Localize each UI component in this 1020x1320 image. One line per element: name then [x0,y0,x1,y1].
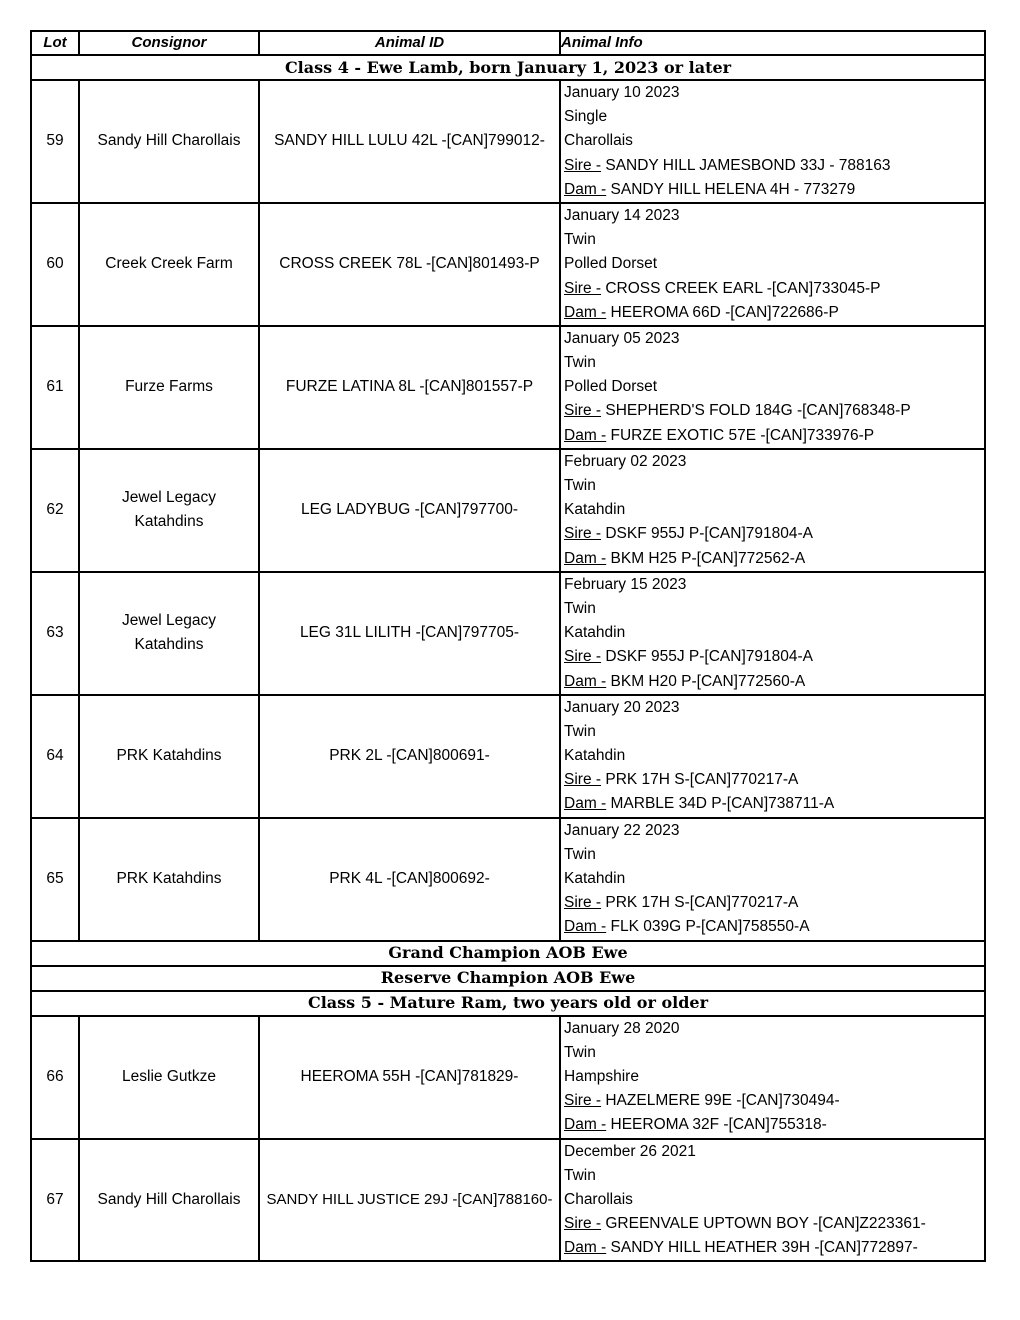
animal-info [560,1016,985,1139]
animal-id: SANDY HILL JUSTICE 29J -[CAN]788160- [259,1139,560,1262]
dam-label: Dam - [564,426,607,444]
dam-label: Dam - [564,672,607,690]
breed: Polled Dorset [564,255,658,273]
birth-date: January 10 2023 [564,84,680,101]
header-lot: Lot [31,31,79,55]
consignor: PRK Katahdins [79,818,259,941]
birth-date: January 28 2020 [564,1019,680,1037]
animal-info [560,572,985,695]
dam-label: Dam - [564,795,607,813]
animal-id: CROSS CREEK 78L -[CAN]801493-P [259,203,560,326]
sire-name: PRK 17H S-[CAN]770217-A [605,771,799,789]
sire-line [564,645,984,669]
table-row [31,695,985,818]
birth-type: Twin [564,722,596,740]
lot-number: 64 [31,695,79,818]
animal-id: SANDY HILL LULU 42L -[CAN]799012- [259,80,560,203]
sire-label: Sire - [564,525,602,543]
champion-row [31,966,985,991]
dam-name: MARBLE 34D P-[CAN]738711-A [610,795,835,813]
class-4-heading: Class 4 - Ewe Lamb, born January 1, 2023 or later [31,55,985,80]
table-row [31,326,985,449]
sire-line [564,1089,984,1113]
breed: Charollais [564,132,633,150]
dam-label: Dam - [564,1239,607,1257]
consignor: Creek Creek Farm [79,203,259,326]
table-row [31,572,985,695]
consignor: Sandy Hill Charollais [79,1139,259,1262]
class-heading-row [31,991,985,1016]
birth-date: February 02 2023 [564,452,687,470]
reserve-champion-heading: Reserve Champion AOB Ewe [31,966,985,991]
sire-label: Sire - [564,279,602,297]
sire-label: Sire - [564,156,602,174]
animal-info [560,818,985,941]
birth-date: January 05 2023 [564,329,680,347]
consignor-line-2: Katahdins [134,513,204,531]
birth-date: December 26 2021 [564,1142,696,1160]
table-row [31,80,985,203]
consignor-line-2: Katahdins [134,636,204,654]
dam-line [564,1236,984,1260]
grand-champion-heading: Grand Champion AOB Ewe [31,941,985,966]
class-heading-row [31,55,985,80]
lot-number: 60 [31,203,79,326]
dam-line [564,670,984,694]
dam-line [564,178,984,202]
header-animal-id: Animal ID [259,31,560,55]
breed: Charollais [564,1190,633,1208]
dam-name: FURZE EXOTIC 57E -[CAN]733976-P [610,426,875,444]
animal-info [560,1139,985,1262]
sire-name: CROSS CREEK EARL -[CAN]733045-P [605,279,881,297]
animal-id: PRK 4L -[CAN]800692- [259,818,560,941]
consignor: Sandy Hill Charollais [79,80,259,203]
breed: Katahdin [564,501,626,519]
sire-name: SHEPHERD'S FOLD 184G -[CAN]768348-P [605,402,911,420]
sire-line [564,154,984,178]
sire-name: SANDY HILL JAMESBOND 33J - 788163 [605,156,891,174]
breed: Katahdin [564,624,626,642]
header-animal-info: Animal Info [560,31,985,55]
dam-line [564,424,984,448]
dam-line [564,301,984,325]
sire-name: DSKF 955J P-[CAN]791804-A [605,648,813,666]
sire-line [564,1212,984,1236]
birth-type: Twin [564,477,596,494]
dam-line [564,915,984,939]
header-consignor: Consignor [79,31,259,55]
dam-name: BKM H20 P-[CAN]772560-A [610,672,806,690]
birth-type: Twin [564,231,596,249]
lot-number: 63 [31,572,79,695]
breed: Polled Dorset [564,378,658,396]
breed: Hampshire [564,1067,639,1085]
animal-info [560,695,985,818]
animal-id: LEG LADYBUG -[CAN]797700- [259,449,560,572]
dam-label: Dam - [564,549,607,567]
table-row [31,1139,985,1262]
dam-line [564,547,984,571]
sire-name: PRK 17H S-[CAN]770217-A [605,894,799,912]
dam-label: Dam - [564,918,607,936]
class-5-heading: Class 5 - Mature Ram, two years old or older [31,991,985,1016]
birth-type: Twin [564,354,596,372]
sire-line [564,891,984,915]
sire-label: Sire - [564,894,602,912]
sire-line [564,522,984,546]
consignor [79,572,259,695]
sire-line [564,277,984,301]
animal-info [560,203,985,326]
sire-line [564,399,984,423]
animal-info [560,449,985,572]
dam-label: Dam - [564,303,607,321]
consignor: Furze Farms [79,326,259,449]
header-row [31,31,985,55]
lot-number: 62 [31,449,79,572]
table-row [31,1016,985,1139]
birth-date: February 15 2023 [564,575,687,593]
sire-label: Sire - [564,771,602,789]
animal-info [560,80,985,203]
animal-id: LEG 31L LILITH -[CAN]797705- [259,572,560,695]
dam-name: HEEROMA 32F -[CAN]755318- [610,1116,827,1134]
dam-label: Dam - [564,1116,607,1134]
consignor: Leslie Gutkze [79,1016,259,1139]
birth-type: Twin [564,845,596,863]
consignor-line-1: Jewel Legacy [122,489,216,507]
sire-label: Sire - [564,1092,602,1110]
birth-type: Twin [564,1166,596,1184]
sire-name: GREENVALE UPTOWN BOY -[CAN]Z223361- [605,1215,926,1233]
birth-date: January 14 2023 [564,206,680,224]
sale-catalog-table [30,30,986,1262]
table-row [31,449,985,572]
birth-type: Twin [564,1043,596,1061]
sire-name: DSKF 955J P-[CAN]791804-A [605,525,813,543]
sire-label: Sire - [564,1215,602,1233]
animal-id: HEEROMA 55H -[CAN]781829- [259,1016,560,1139]
table-row [31,203,985,326]
consignor [79,449,259,572]
breed: Katahdin [564,870,626,887]
animal-id: FURZE LATINA 8L -[CAN]801557-P [259,326,560,449]
lot-number: 59 [31,80,79,203]
birth-date: January 20 2023 [564,698,680,716]
sire-line [564,768,984,792]
lot-number: 66 [31,1016,79,1139]
consignor: PRK Katahdins [79,695,259,818]
birth-date: January 22 2023 [564,821,680,839]
champion-row [31,941,985,966]
sire-label: Sire - [564,648,602,666]
dam-name: FLK 039G P-[CAN]758550-A [610,918,810,936]
animal-id: PRK 2L -[CAN]800691- [259,695,560,818]
consignor-line-1: Jewel Legacy [122,612,216,630]
table-row [31,818,985,941]
dam-name: HEEROMA 66D -[CAN]722686-P [610,303,839,321]
lot-number: 67 [31,1139,79,1262]
birth-type: Single [564,108,608,126]
lot-number: 65 [31,818,79,941]
lot-number: 61 [31,326,79,449]
dam-name: SANDY HILL HELENA 4H - 773279 [610,180,856,198]
breed: Katahdin [564,747,626,765]
animal-info [560,326,985,449]
birth-type: Twin [564,599,596,617]
dam-name: SANDY HILL HEATHER 39H -[CAN]772897- [610,1239,918,1257]
dam-line [564,792,984,816]
dam-label: Dam - [564,180,607,198]
dam-name: BKM H25 P-[CAN]772562-A [610,549,806,567]
dam-line [564,1113,984,1137]
sire-label: Sire - [564,402,602,420]
sire-name: HAZELMERE 99E -[CAN]730494- [605,1092,840,1110]
